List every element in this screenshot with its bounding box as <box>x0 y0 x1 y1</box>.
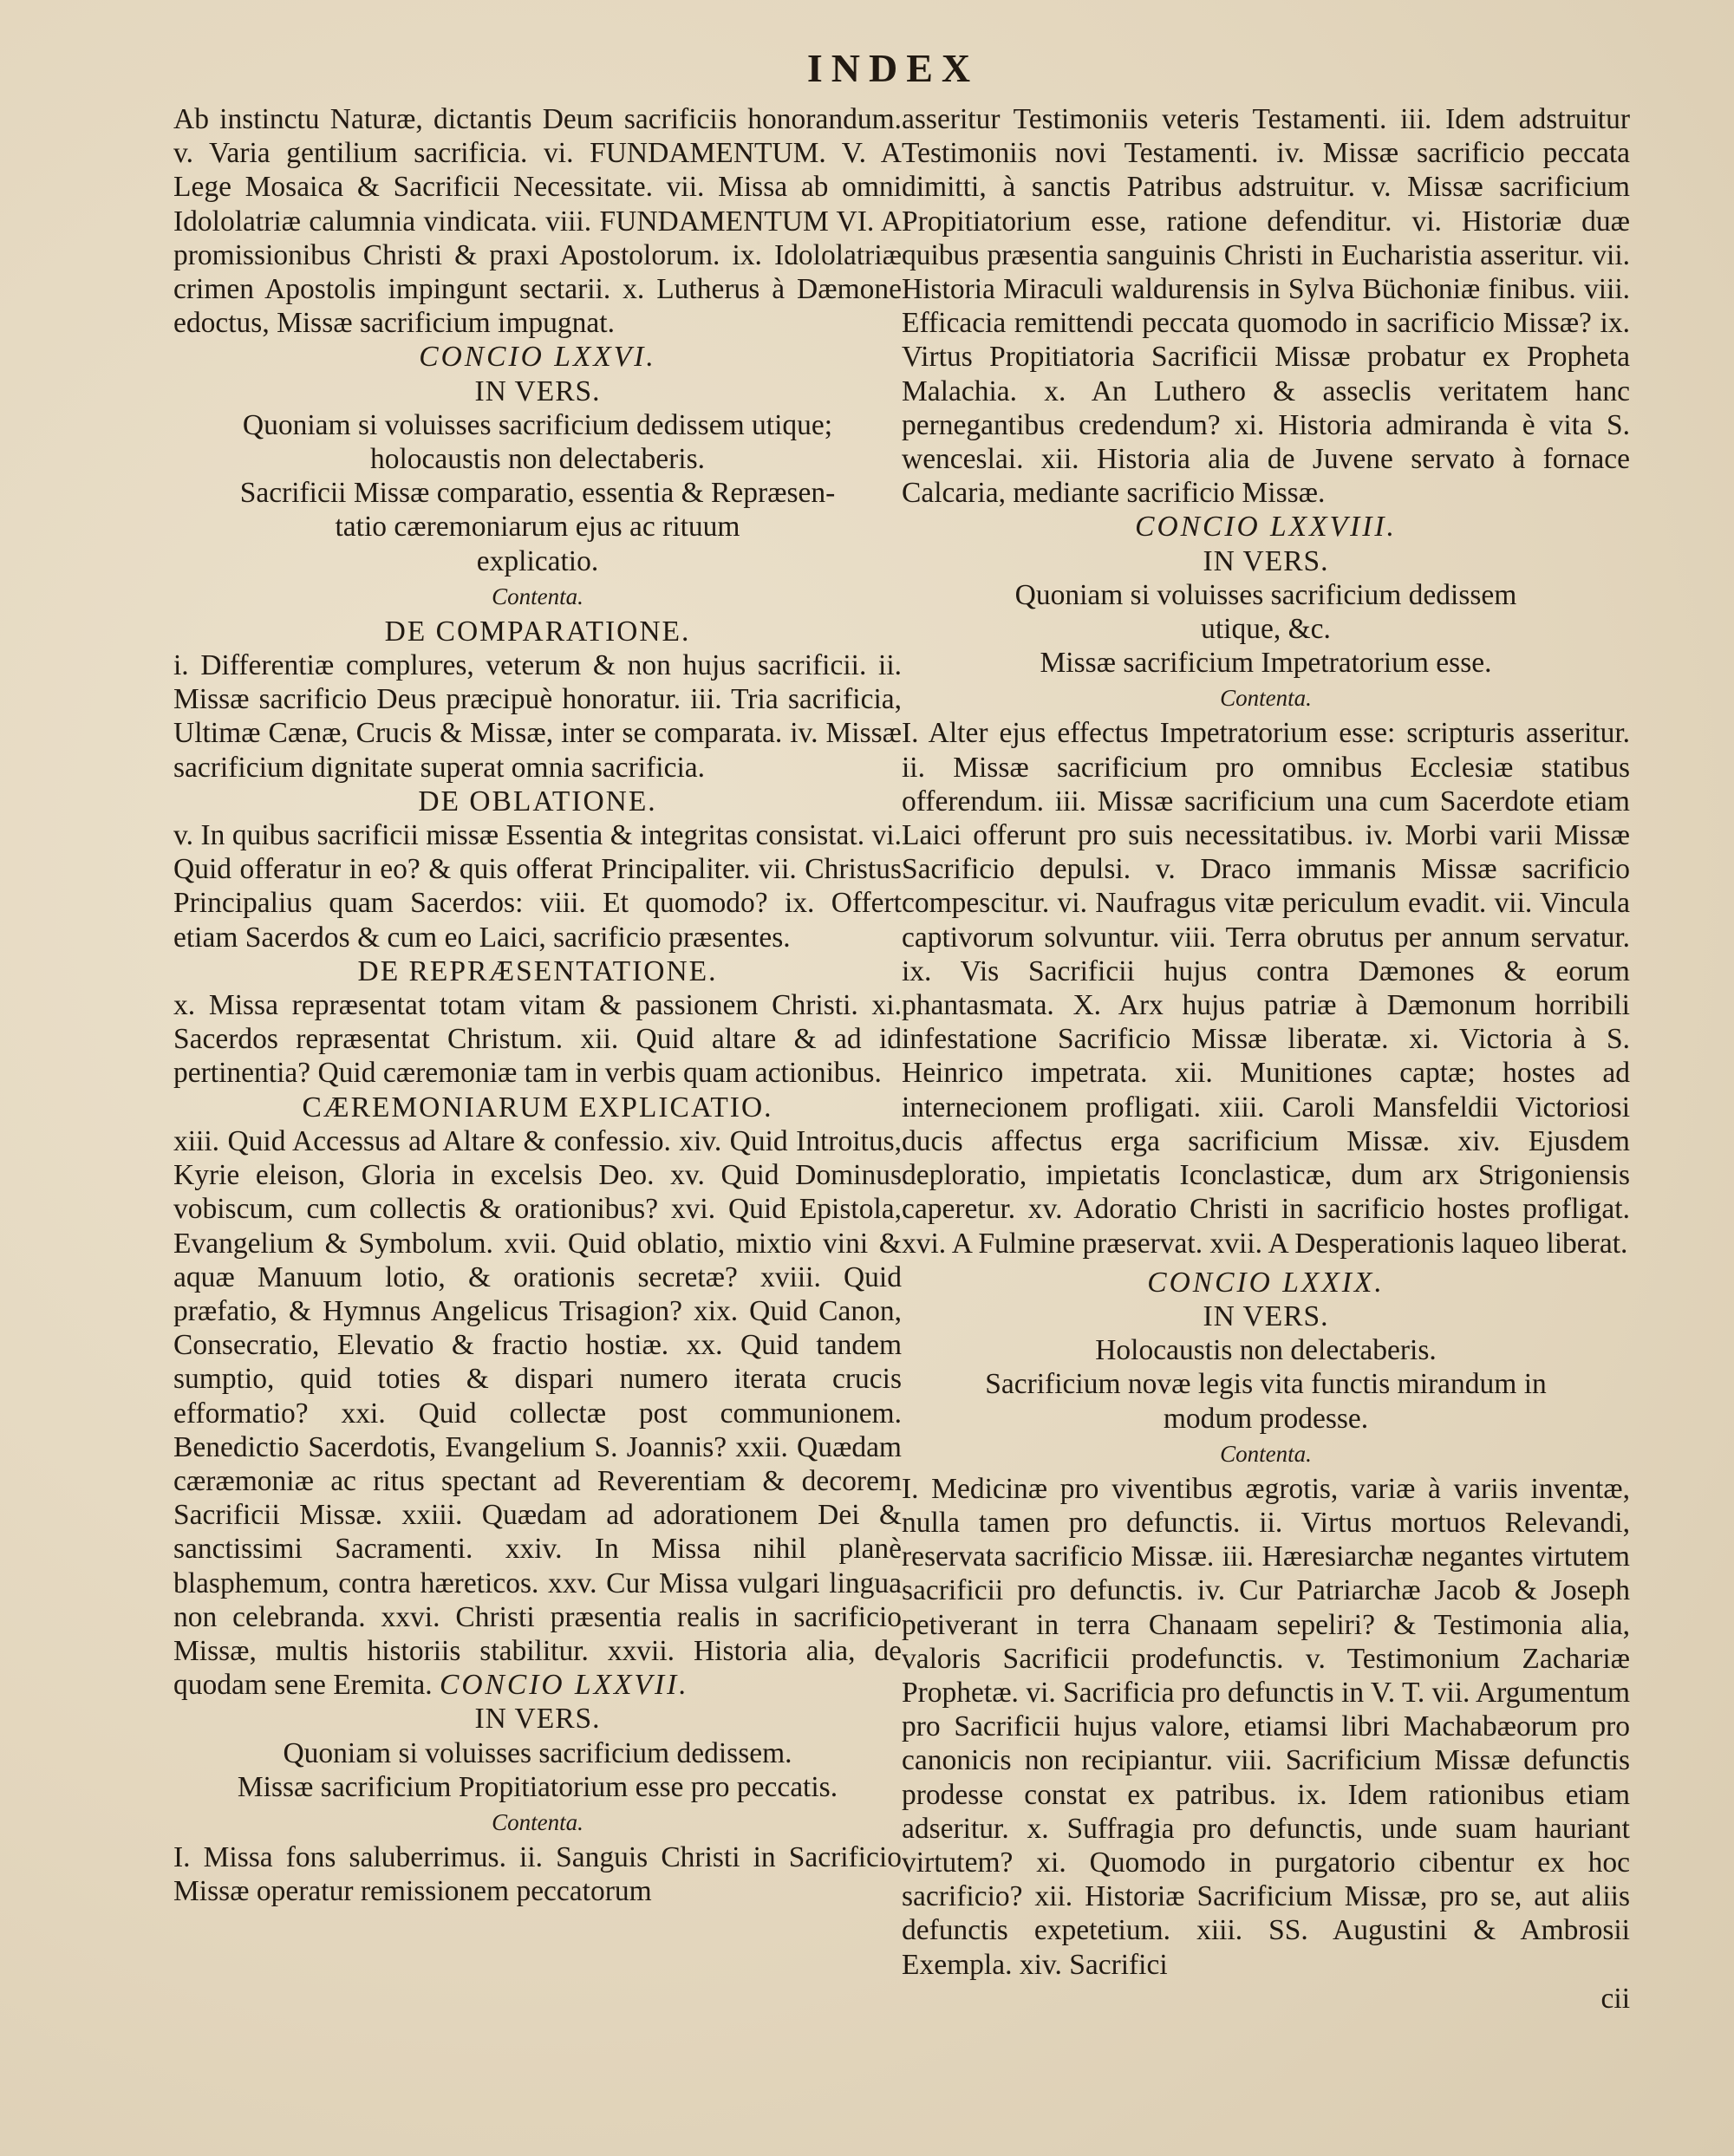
catchword: cii <box>1600 1982 1630 2015</box>
index-paragraph: asseritur Testimoniis veteris Testamenti. iii. Idem adstruitur Testimoniis novi Testamenti. iv. Missæ sacrificio peccata dimitti, à sanctis Patribus adstruitur. v. Missæ sacrificium Propitiatorium esse, ratione defenditur. vi. Historiæ duæ quibus præsentia sanguinis Christi in Eucharistia asseritur. vii. Historia Miraculi waldurensis in Sylva Büchoniæ finibus. viii. Efficacia remittendi peccata quomodo in sacrificio Missæ? ix. Virtus Propitiatoria Sacrificii Missæ probatur ex Propheta Malachia. x. An Luthero & asseclis veritatem hanc pernegantibus credendum? xi. Historia admiranda è vita S. wenceslai. xii. Historia alia de Juvene servato à fornace Calcaria, mediante sacrificio Missæ. <box>902 103 1630 510</box>
page-header: INDEX <box>806 46 980 90</box>
verse-text: holocaustis non delectaberis. <box>369 443 706 476</box>
sermon-topic: Missæ sacrificium Propitiatorium esse pro peccatis. <box>237 1770 838 1803</box>
sermon-topic: Missæ sacrificium Impetratorium esse. <box>1040 647 1492 680</box>
verse-text: utique, &c. <box>1201 613 1331 646</box>
sermon-heading: CONCIO LXXVIII. <box>1135 511 1397 544</box>
index-paragraph: I. Alter ejus effectus Impetratorium esse: scripturis asseritur. ii. Missæ sacrificium pro omnibus Ecclesiæ statibus offerendum. iii. Missæ sacrificium una cum Sacerdote etiam Laici offerunt pro suis necessitatibus. iv. Morbi varii Missæ Sacrificio depulsi. v. Draco immanis Missæ sacrificio compescitur. vi. Naufragus vitæ periculum evadit. vii. Vincula captivorum solvuntur. viii. Terra obrutus per annum servatur. ix. Vis Sacrificii hujus contra Dæmones & eorum phantasmata. X. Arx hujus patriæ à Dæmonum horribili infestatione Sacrificio Missæ liberatæ. xi. Victoria à S. Heinrico impetrata. xii. Munitiones captæ; hostes ad internecionem profligati. xiii. Caroli Mansfeldii Victoriosi ducis affectus erga sacrificium Missæ. xiv. Ejusdem deploratio, impietatis Iconclasticæ, dum arx Strigoniensis caperetur. xv. Adoratio Christi in sacrificio hostes profligat. xvi. A Fulmine præservat. xvii. A Desperationis laqueo liberat. <box>902 717 1630 1260</box>
section-heading: DE OBLATIONE. <box>418 785 657 817</box>
index-paragraph: i. Differentiæ complures, veterum & non hujus sacrificii. ii. Missæ sacrificio Deus præcipuè honoratur. iii. Tria sacrificia, Ultimæ Cænæ, Crucis & Missæ, inter se comparata. iv. Missæ sacrificium dignitate superat omnia sacrificia. <box>173 649 902 784</box>
verse-label: IN VERS. <box>474 1703 601 1736</box>
index-paragraph: x. Missa repræsentat totam vitam & passionem Christi. xi. Sacerdos repræsentat Christum. xii. Quid altare & ad id pertinentia? Quid cæremoniæ tam in verbis quam actionibus. <box>173 989 902 1090</box>
verse-text: Quoniam si voluisses sacrificium dedissem <box>1014 578 1517 611</box>
contents-label: Contenta. <box>492 583 583 609</box>
index-paragraph: Ab instinctu Naturæ, dictantis Deum sacrificiis honorandum. v. Varia gentilium sacrificia. vi. FUNDAMENTUM. V. A Lege Mosaica & Sacrificii Necessitate. vii. Missa ab omni Idololatriæ calumnia vindicata. viii. FUNDAMENTUM VI. A promissionibus Christi & praxi Apostolorum. ix. Idololatriæ crimen Apostolis impingunt sectarii. x. Lutherus à Dæmone edoctus, Missæ sacrificium impugnat. <box>173 103 902 340</box>
index-paragraph: I. Missa fons saluberrimus. ii. Sanguis Christi in Sacrificio Missæ operatur remissionem peccatorum <box>173 1840 902 1908</box>
paragraph-text: xiii. Quid Accessus ad Altare & confessio. xiv. Quid Introitus, Kyrie eleison, Gloria in excelsis Deo. xv. Quid Dominus vobiscum, cum collectis & orationibus? xvi. Quid Epistola, Evangelium & Symbolum. xvii. Quid oblatio, mixtio vini & aquæ Manuum lotio, & orationis secretæ? xviii. Quid præfatio, & Hymnus Angelicus Trisagion? xix. Quid Canon, Consecratio, Elevatio & fractio hostiæ. xx. Quid tandem sumptio, quid toties & dispari numero iterata crucis efformatio? xxi. Quid collectæ post communionem. Benedictio Sacerdotis, Evangelium S. Joannis? xxii. Quædam cæræmoniæ ac ritus spectant ad Reverentiam & decorem Sacrificii Missæ. xxiii. Quædam ad adorationem Dei & sanctissimi Sacramenti. xxiv. In Missa nihil planè blasphemum, contra hæreticos. xxv. Cur Missa vulgari lingua non celebranda. xxvi. Christi præsentia realis in sacrificio Missæ, multis historiis stabilitur. xxvii. Historia alia, de quodam sene Eremita. <box>173 1124 902 1702</box>
verse-text: Holocaustis non delectaberis. <box>1095 1334 1437 1367</box>
index-paragraph <box>173 1124 902 1702</box>
sermon-topic: Sacrificii Missæ comparatio, essentia & Repræsen- <box>239 477 836 510</box>
sermon-topic: tatio cæremoniarum ejus ac rituum <box>335 511 740 544</box>
contents-label: Contenta. <box>1220 1440 1312 1467</box>
contents-label: Contenta. <box>1220 685 1312 712</box>
section-heading: DE REPRÆSENTATIONE. <box>357 954 718 987</box>
sermon-heading: CONCIO LXXVII. <box>439 1669 689 1702</box>
verse-text: Quoniam si voluisses sacrificium dedissem. <box>283 1736 792 1769</box>
verse-label: IN VERS. <box>1203 544 1329 577</box>
index-paragraph: I. Medicinæ pro viventibus ægrotis, variæ à variis inventæ, nulla tamen pro defunctis. ii. Virtus mortuos Relevandi, reservata sacrificio Missæ. iii. Hæresiarchæ negantes virtutem sacrificii pro defunctis. iv. Cur Patriarchæ Jacob & Joseph petiverant in terra Chanaam sepeliri? & Testimonia alia, valoris Sacrificii prodefunctis. v. Testimonium Zachariæ Prophetæ. vi. Sacrificia pro defunctis in V. T. vii. Argumentum pro Sacrificii hujus valore, etiamsi libri Machabæorum pro canonicis non recipiantur. viii. Sacrificium Missæ defunctis prodesse constat ex patribus. ix. Idem rationibus etiam adseritur. x. Suffragia pro defunctis, unde suam hauriant virtutem? xi. Quomodo in purgatorio cibentur ex hoc sacrificio? xii. Historiæ Sacrificium Missæ, pro se, aut aliis defunctis expetetium. xiii. SS. Augustini & Ambrosii Exempla. xiv. Sacrifici <box>902 1472 1630 1981</box>
verse-label: IN VERS. <box>1203 1299 1329 1332</box>
verse-text: Quoniam si voluisses sacrificium dedissem utique; <box>242 408 833 441</box>
index-paragraph: v. In quibus sacrificii missæ Essentia & integritas consistat. vi. Quid offeratur in eo? & quis offerat Principaliter. vii. Christus Principalius quam Sacerdos: viii. Et quomodo? ix. Offert etiam Sacerdos & cum eo Laici, sacrificio præsentes. <box>173 819 902 954</box>
right-column <box>902 102 1630 2016</box>
sermon-heading: CONCIO LXXVI. <box>419 341 656 374</box>
sermon-topic: Sacrificium novæ legis vita functis mirandum in <box>985 1368 1547 1401</box>
contents-label: Contenta. <box>492 1808 583 1835</box>
section-heading: DE COMPARATIONE. <box>384 615 691 648</box>
section-heading: CÆREMONIARUM EXPLICATIO. <box>302 1091 773 1124</box>
left-column <box>173 102 902 1908</box>
sermon-topic: modum prodesse. <box>1163 1402 1369 1435</box>
sermon-topic: explicatio. <box>476 544 599 577</box>
verse-label: IN VERS. <box>474 375 601 407</box>
sermon-heading: CONCIO LXXIX. <box>1147 1266 1385 1299</box>
